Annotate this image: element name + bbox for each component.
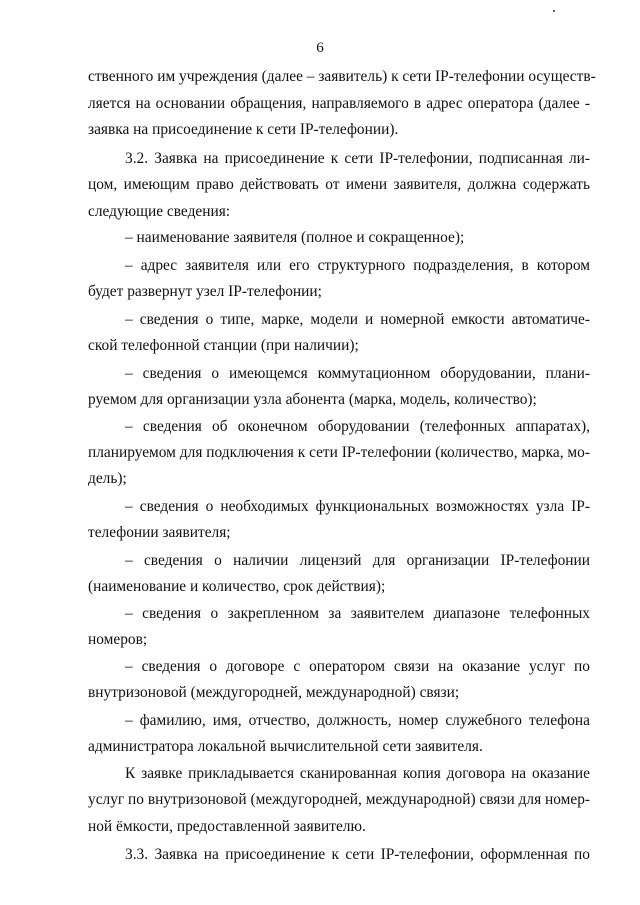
- text-line: руемом для организации узла абонента (марка, модель, количество);: [88, 391, 537, 408]
- scan-speck: [553, 10, 555, 12]
- list-item-line: – сведения о закрепленном за заявителем диапазоне телефонных: [125, 605, 590, 622]
- text-line: ской телефонной станции (при наличии);: [88, 337, 359, 354]
- list-item-line: – фамилию, имя, отчество, должность, номер служебного телефона: [125, 712, 590, 729]
- text-line: администратора локальной вычислительной сети заявителя.: [88, 738, 483, 755]
- text-line: 3.3. Заявка на присоединение к сети IP-телефонии, оформленная по: [125, 846, 590, 863]
- text-line: ной ёмкости, предоставленной заявителю.: [88, 818, 366, 835]
- text-line: внутризоновой (междугородней, международной) связи;: [88, 684, 460, 701]
- page-number: 6: [316, 40, 324, 56]
- list-item-line: – сведения о имеющемся коммутационном оборудовании, плани-: [125, 365, 590, 382]
- list-item-line: – сведения об оконечном оборудовании (телефонных аппаратах),: [125, 418, 590, 435]
- list-item-line: – сведения о необходимых функциональных возможностях узла IP-: [125, 498, 590, 515]
- text-line: цом, имеющим право действовать от имени заявителя, должна содержать: [88, 176, 590, 193]
- text-line: дель);: [88, 470, 127, 487]
- text-line: К заявке прикладывается сканированная копия договора на оказание: [125, 765, 590, 782]
- list-item-line: – сведения о наличии лицензий для организации IP-телефонии: [125, 552, 590, 569]
- list-item-line: – наименование заявителя (полное и сокращенное);: [125, 229, 465, 246]
- text-line: ляется на основании обращения, направляемого в адрес оператора (далее -: [88, 95, 590, 112]
- text-line: (наименование и количество, срок действия);: [88, 578, 386, 595]
- text-line: ственного им учреждения (далее – заявитель) к сети IP-телефонии осуществ-: [88, 68, 596, 85]
- text-line: будет развернут узел IP-телефонии;: [88, 283, 322, 300]
- text-line: номеров;: [88, 631, 148, 648]
- text-line: услуг по внутризоновой (междугородней, международной) связи для номер-: [88, 791, 591, 808]
- text-line: 3.2. Заявка на присоединение к сети IP-телефонии, подписанная ли-: [125, 150, 590, 167]
- text-line: планируемом для подключения к сети IP-телефонии (количество, марка, мо-: [88, 444, 590, 461]
- list-item-line: – адрес заявителя или его структурного подразделения, в котором: [125, 257, 590, 274]
- text-line: следующие сведения:: [88, 203, 231, 220]
- list-item-line: – сведения о договоре с оператором связи на оказание услуг по: [125, 658, 590, 675]
- text-line: телефонии заявителя;: [88, 524, 231, 541]
- text-line: заявка на присоединение к сети IP-телефонии).: [88, 121, 399, 138]
- list-item-line: – сведения о типе, марке, модели и номерной емкости автоматиче-: [125, 311, 590, 328]
